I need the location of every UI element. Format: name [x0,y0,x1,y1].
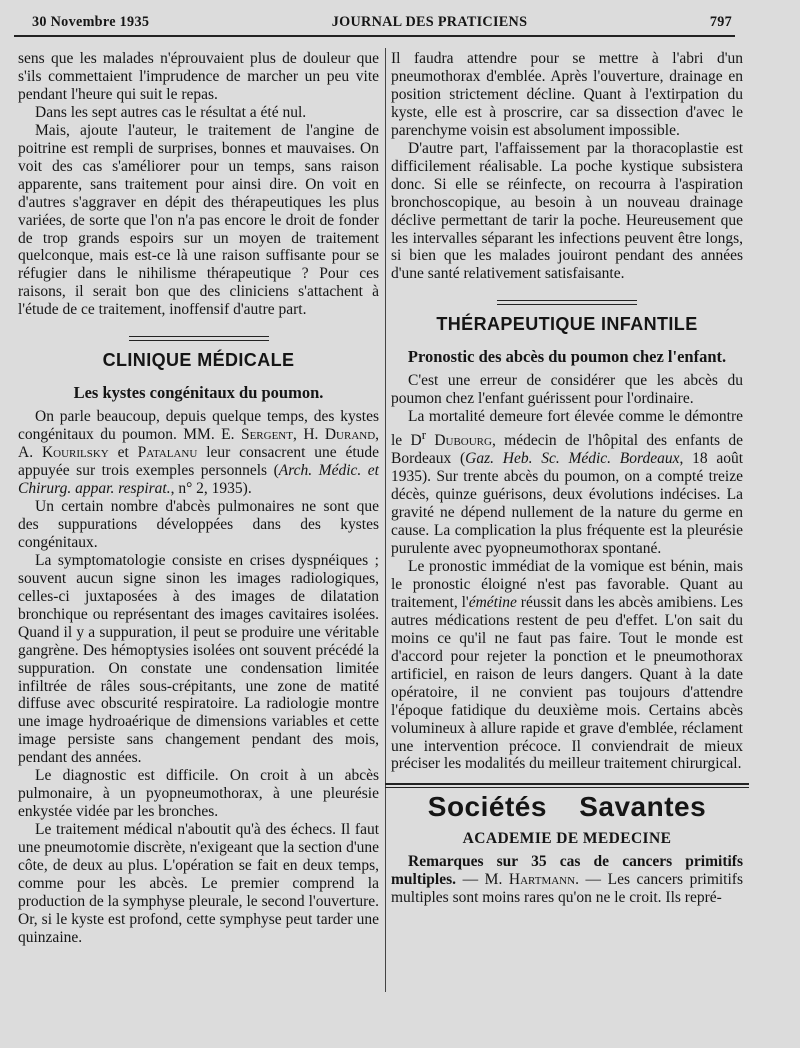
header-journal-title: JOURNAL DES PRATICIENS [331,14,528,30]
header-date: 30 Novembre 1935 [32,14,150,30]
paragraph: Un certain nombre d'abcès pulmonaires ne sont que des suppurations développées dans des kystes congénitaux. [18,497,379,551]
paragraph: C'est une erreur de considérer que les abcès du poumon chez l'enfant guérissent pour l'ordinaire. [391,372,743,408]
paragraph: Dans les sept autres cas le résultat a été nul. [35,103,307,121]
page-header [32,14,732,31]
article-title-kystes: Les kystes congénitaux du poumon. [73,383,324,403]
paragraph: Le diagnostic est difficile. On croit à un abcès pulmonaire, à un pyopneumothorax, à une pleurésie enkystée vidée par les bronches. [18,767,379,821]
academie-de-medecine-heading: ACADEMIE DE MEDECINE [462,830,672,848]
column-divider [385,48,386,992]
paragraph-hartmann: Remarques sur 35 cas de cancers primitifs multiples. — M. Hartmann. — Les cancers primitifs multiples sont moins rares qu'on ne le croit. Ils repré- [391,853,743,907]
header-page-number: 797 [709,14,732,30]
paragraph: Mais, ajoute l'auteur, le traitement de l'angine de poitrine est rempli de surprises, bonnes et mauvaises. On voit des cas s'améliorer pour un temps, sans raison apparente, sans traitement pour ainsi dire. On voit en d'autres s'aggraver en dépit des thérapeutiques les plus variées, de sorte que l'on n'a pas encore le droit de fonder de trop grands espoirs sur un moyen de traitement quelconque, mais est-ce là une raison suffisante pour se réfugier dans le nihilisme thérapeutique ? Pour ces raisons, il serait bon que des cliniciens s'attachent à l'étude de ce traitement, inoffensif d'autre part. [18,121,379,319]
left-column [18,50,379,947]
societes-savantes-heading: Sociétés Savantes [427,791,707,823]
paragraph: sens que les malades n'éprouvaient plus de douleur que s'ils commettaient l'imprudence de marcher un peu vite pendant l'heure qui suit le repas. [18,50,379,103]
article-title-abces: Pronostic des abcès du poumon chez l'enfant. [407,347,727,367]
paragraph: La symptomatologie consiste en crises dyspnéiques ; souvent aucun signe sinon les images radiologiques, celles-ci juxtaposées à des images de dilatation bronchique ou représentant des images cavitaires isolées. Quand il y a suppuration, il peut se produire une véritable gangrène. Des hémoptysies isolées ont souvent précédé la suppuration. On constate une condensation limitée infiltrée de râles sous-crépitants, une zone de matité diffuse avec obscurité respiratoire. La radiologie montre une image hydroaérique de dimensions variables et cette image persiste sans changement pendant des mois, pendant des années. [18,551,379,767]
paragraph-authors: On parle beaucoup, depuis quelque temps, des kystes congénitaux du poumon. MM. E. Sergent, H. Durand, A. Kourilsky et Patalanu leur consacrent une étude appuyée sur trois exemples personnels (Arch. Médic. et Chirurg. appar. respirat., n° 2, 1935). [18,408,380,498]
header-rule [14,35,735,37]
right-column [391,50,743,907]
section-heading-clinique-medicale: CLINIQUE MÉDICALE [102,350,295,371]
journal-reference: Arch. Médic. et Chirurg. appar. respirat. [18,462,379,498]
journal-reference: Gaz. Heb. Sc. Médic. Bordeaux [465,450,680,468]
paragraph-dubourg: La mortalité demeure fort élevée comme le démontre le $D^r$ Dubourg, médecin de l'hôpital des enfants de Bordeaux (Gaz. Heb. Sc. Médic. Bordeaux, 18 août 1935). Sur trente abcès du poumon, on a compté treize décès, quinze guérisons, deux évolutions indécises. La gravité ne dépend nullement de la nature du germe en cause. La complication la plus fréquente est la pleurésie purulente avec pyopneumothorax spontané. [391,408,744,558]
paragraph: D'autre part, l'affaissement par la thoracoplastie est difficilement réalisable. La poche kystique subsistera donc. Si elle se réinfecte, on recourra à l'aspiration bronchoscopique, au besoin à un nouveau drainage déclive permettant de tarir la poche. Heureusement que les intervalles séparant les infections peuvent être longs, si bien que les malades jouiront pendant des années d'une santé relativement satisfaisante. [391,139,743,283]
paragraph-pronostic: Le pronostic immédiat de la vomique est bénin, mais le pronostic éloigné n'est pas favorable. Quant au traitement, l'émétine réussit dans les abcès amibiens. Les autres médications restent de peu d'effet. L'on sait du moins ce qu'il ne faut pas faire. Tout le monde est d'accord pour rejeter la ponction et le pneumothorax artificiel, en raison de leurs dangers. Quant à la date opératoire, il ne convient pas toujours d'attendre l'époque fatidique du deuxième mois. Certains abcès volumineux à allure rapide et grave d'emblée, réclament une intervention précoce. Il conviendrait de mieux préciser les modalités du meilleur traitement chirurgical. [391,557,743,773]
paragraph: Le traitement médical n'aboutit qu'à des échecs. Il faut une pneumotomie discrète, n'exigeant que la section d'une côte, de deux au plus. L'opération se fait en deux temps, comme pour les abcès. Le premier comprend la production de la symphyse pleurale, le second l'ouverture. Or, si le kyste est profond, cette symphyse peut tarder une quinzaine. [18,821,379,946]
section-heading-therapeutique-infantile: THÉRAPEUTIQUE INFANTILE [436,314,698,335]
paragraph: Il faudra attendre pour se mettre à l'abri d'un pneumothorax d'emblée. Après l'ouverture, drainage en position strictement décline. Quant à l'extirpation du kyste, elle est à proscrire, car sa dissection d'avec le parenchyme voisin est absolument impossible. [391,50,743,139]
